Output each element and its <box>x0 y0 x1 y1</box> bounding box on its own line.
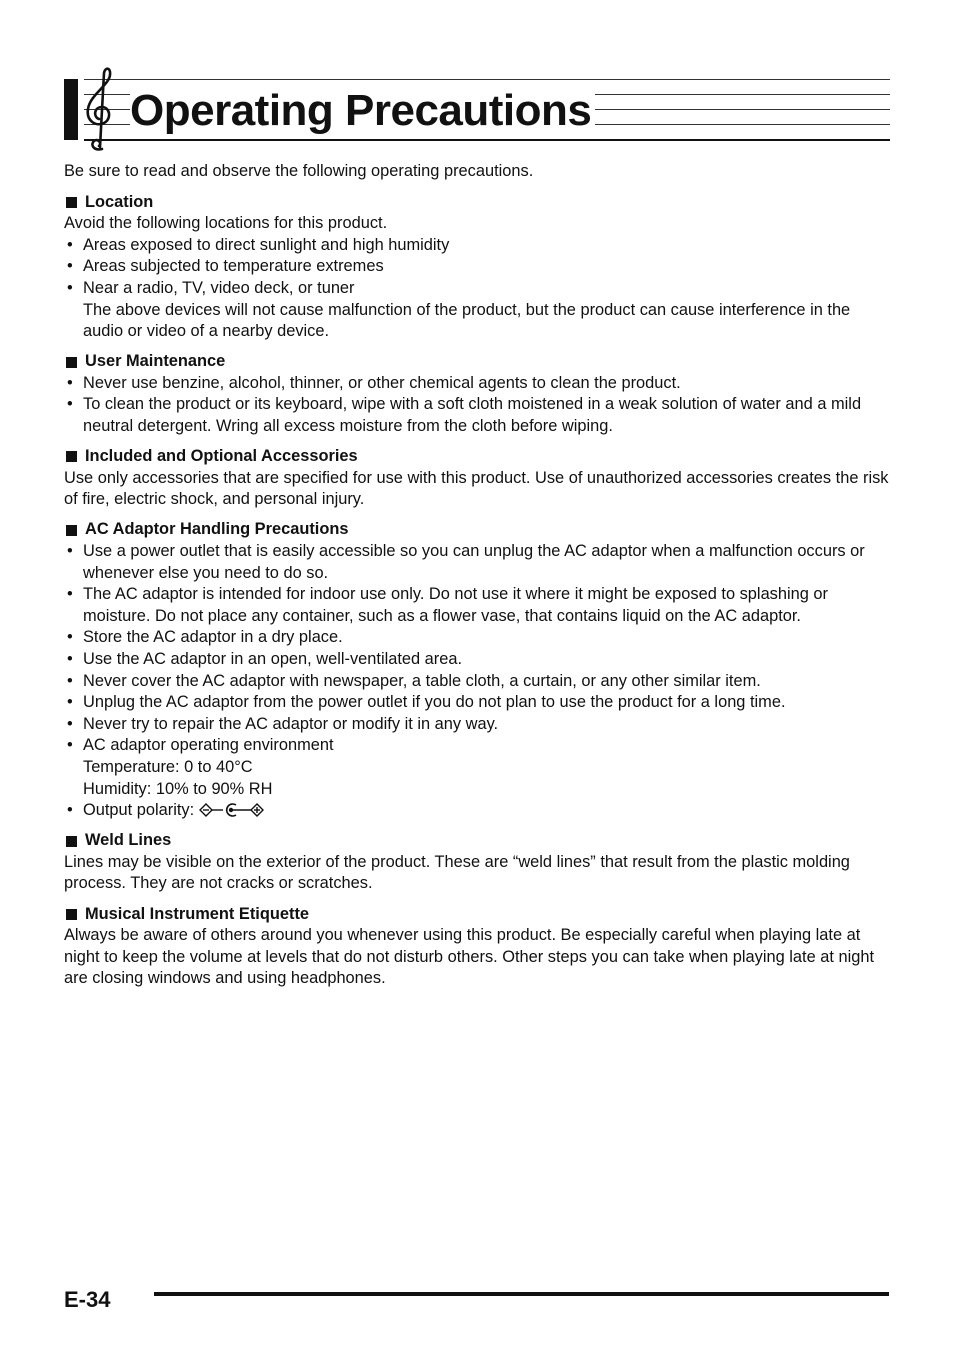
list-item <box>64 394 890 437</box>
section-heading-label: AC Adaptor Handling Precautions <box>85 520 349 539</box>
section-heading <box>64 830 890 852</box>
footer-rule <box>154 1292 889 1296</box>
list-item <box>64 541 890 584</box>
list-item <box>64 373 890 395</box>
section-location <box>64 192 890 343</box>
list-item-text: Never use benzine, alcohol, thinner, or other chemical agents to clean the product. <box>83 373 681 392</box>
section-weld-lines <box>64 830 890 895</box>
list-item-text: Areas exposed to direct sunlight and high humidity <box>83 235 450 254</box>
treble-clef-icon <box>78 65 120 151</box>
polarity-label: Output polarity: <box>83 801 195 820</box>
square-bullet-icon <box>66 525 77 536</box>
list-item-text: Near a radio, TV, video deck, or tuner <box>83 278 355 297</box>
list-item <box>64 714 890 736</box>
list-item-text: Use the AC adaptor in an open, well-ventilated area. <box>83 649 463 668</box>
list-item-text: Never try to repair the AC adaptor or modify it in any way. <box>83 714 499 733</box>
bullet-icon: • <box>67 235 73 254</box>
title-banner <box>64 79 890 143</box>
list-item <box>64 278 890 343</box>
section-heading <box>64 192 890 214</box>
section-text: Use only accessories that are specified for use with this product. Use of unauthorized accessories creates the risk of fire, electric shock, and personal injury. <box>64 468 889 509</box>
section-heading-label: User Maintenance <box>85 352 226 371</box>
bullet-icon: • <box>67 395 73 414</box>
square-bullet-icon <box>66 197 77 208</box>
bullet-icon: • <box>67 628 73 647</box>
bullet-icon: • <box>67 278 73 297</box>
section-heading <box>64 446 890 468</box>
list-item <box>64 735 890 800</box>
square-bullet-icon <box>66 836 77 847</box>
section-etiquette <box>64 904 890 990</box>
section-heading <box>64 904 890 926</box>
section-heading-label: Included and Optional Accessories <box>85 447 358 466</box>
list-item-text: AC adaptor operating environment <box>83 736 334 755</box>
list-item <box>64 235 890 257</box>
list-item <box>64 256 890 278</box>
section-accessories <box>64 446 890 511</box>
bullet-icon: • <box>67 585 73 604</box>
polarity-symbol-icon <box>198 802 266 818</box>
section-user-maintenance <box>64 351 890 437</box>
list-item <box>64 627 890 649</box>
bullet-icon: • <box>67 257 73 276</box>
main-content <box>64 161 890 998</box>
page-number: E-34 <box>64 1287 111 1312</box>
staff-line <box>84 139 890 141</box>
list-item-text: Store the AC adaptor in a dry place. <box>83 628 343 647</box>
list-item-text: Areas subjected to temperature extremes <box>83 257 384 276</box>
section-heading <box>64 351 890 373</box>
bullet-icon: • <box>67 801 73 820</box>
bullet-icon: • <box>67 649 73 668</box>
bullet-icon: • <box>67 693 73 712</box>
list-item <box>64 584 890 627</box>
list-item <box>64 649 890 671</box>
section-ac-adaptor <box>64 519 890 821</box>
section-text: Lines may be visible on the exterior of the product. These are “weld lines” that result from the plastic molding process. They are not cracks or scratches. <box>64 852 850 893</box>
env-humidity: Humidity: 10% to 90% RH <box>83 779 273 798</box>
section-text: Always be aware of others around you whenever using this product. Be especially careful when playing late at night to keep the volume at levels that do not disturb others. Other steps you can take when playing late at night are closing windows and using headphones. <box>64 926 875 988</box>
bullet-list <box>64 235 890 343</box>
section-heading-label: Weld Lines <box>85 831 172 850</box>
section-heading <box>64 519 890 541</box>
list-item-text: Unplug the AC adaptor from the power outlet if you do not plan to use the product for a long time. <box>83 693 786 712</box>
env-temperature: Temperature: 0 to 40°C <box>83 757 253 776</box>
section-lead: Avoid the following locations for this product. <box>64 214 388 233</box>
bullet-icon: • <box>67 736 73 755</box>
list-item-text: To clean the product or its keyboard, wipe with a soft cloth moistened in a weak solution of water and a mild neutral detergent. Wring all excess moisture from the cloth before wiping. <box>83 395 862 436</box>
bullet-icon: • <box>67 373 73 392</box>
list-item-note: The above devices will not cause malfunction of the product, but the product can cause interference in the audio or video of a nearby device. <box>83 300 851 341</box>
staff-line <box>84 79 890 80</box>
page-title: Operating Precautions <box>130 87 595 135</box>
list-item-text: The AC adaptor is intended for indoor use only. Do not use it where it might be exposed to splashing or moisture. Do not place any container, such as a flower vase, that contains liquid on the AC adaptor. <box>83 585 828 625</box>
square-bullet-icon <box>66 451 77 462</box>
section-heading-label: Location <box>85 192 154 211</box>
bullet-list <box>64 541 890 822</box>
list-item-text: Use a power outlet that is easily accessible so you can unplug the AC adaptor when a malfunction occurs or whenever else you need to do so. <box>83 542 865 582</box>
bullet-icon: • <box>67 542 73 560</box>
square-bullet-icon <box>66 909 77 920</box>
bullet-list <box>64 373 890 438</box>
intro-text: Be sure to read and observe the following operating precautions. <box>64 162 534 180</box>
bullet-icon: • <box>67 714 73 733</box>
list-item-text: Never cover the AC adaptor with newspaper, a table cloth, a curtain, or any other similar item. <box>83 671 761 690</box>
title-bar <box>64 79 78 140</box>
list-item <box>64 671 890 693</box>
list-item <box>64 800 890 822</box>
section-heading-label: Musical Instrument Etiquette <box>85 904 310 923</box>
list-item <box>64 692 890 714</box>
bullet-icon: • <box>67 671 73 690</box>
square-bullet-icon <box>66 357 77 368</box>
